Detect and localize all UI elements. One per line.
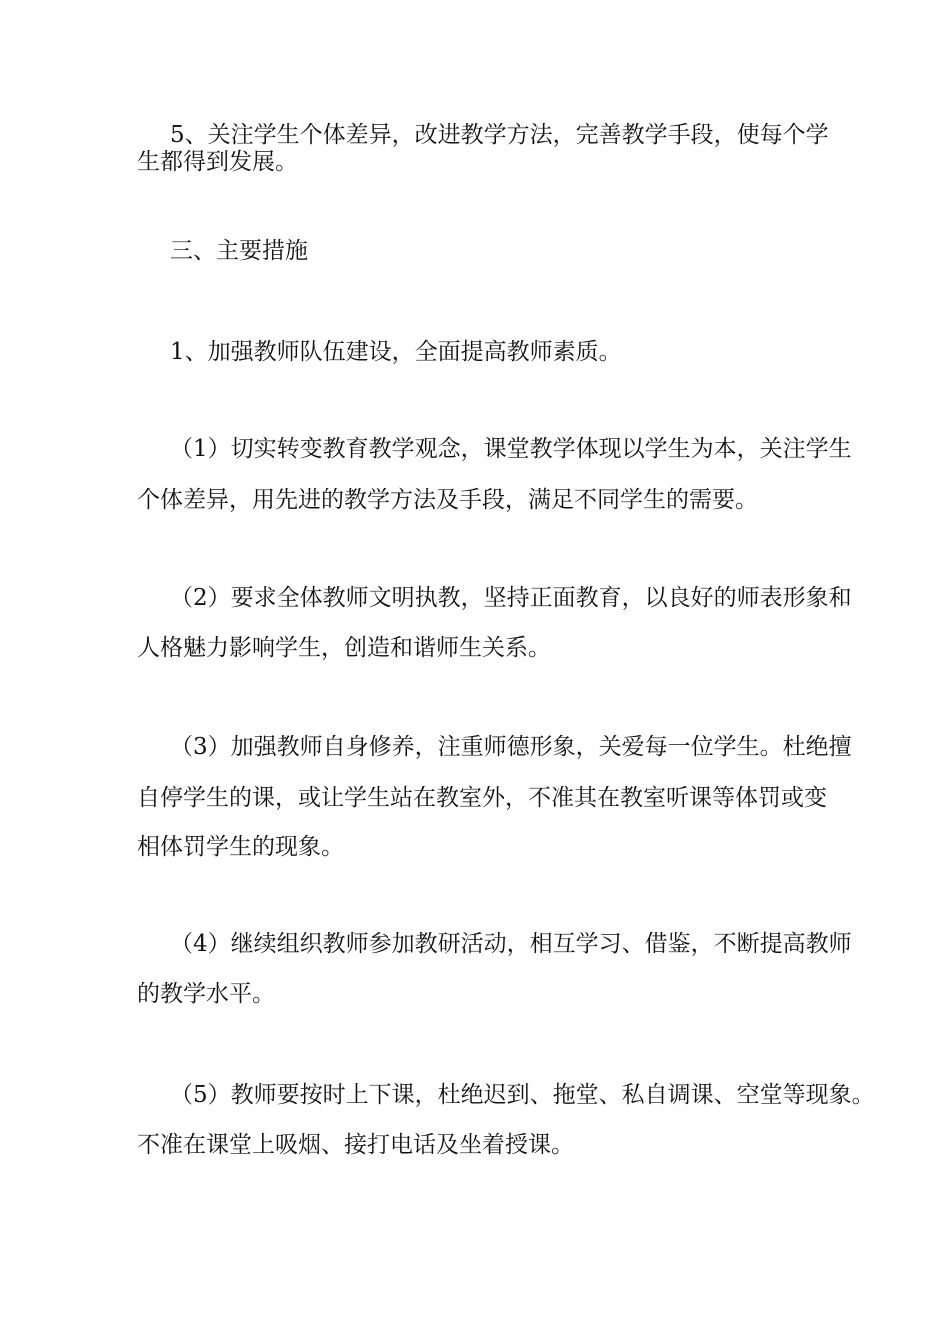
measure-1-2-line-2: 人格魅力影响学生，创造和谐师生关系。 (137, 635, 551, 661)
measure-1-2-line-1: （2）要求全体教师文明执教，坚持正面教育，以良好的师表形象和 (170, 585, 852, 611)
measure-1-5-line-1: （5）教师要按时上下课，杜绝迟到、拖堂、私自调课、空堂等现象。 (170, 1082, 875, 1108)
measure-1-1-line-2: 个体差异，用先进的教学方法及手段，满足不同学生的需要。 (137, 487, 758, 513)
measure-1-3-line-2: 自停学生的课，或让学生站在教室外，不准其在教室听课等体罚或变 (137, 785, 827, 811)
section-3-heading: 三、主要措施 (170, 238, 308, 264)
item-5-line-2: 生都得到发展。 (137, 149, 298, 175)
measure-1-4-line-2: 的教学水平。 (137, 981, 275, 1007)
item-5-line-1: 5、关注学生个体差异，改进教学方法，完善教学手段，使每个学 (170, 122, 829, 148)
measure-1-3-line-1: （3）加强教师自身修养，注重师德形象，关爱每一位学生。杜绝擅 (170, 734, 852, 760)
measure-1-3-line-3: 相体罚学生的现象。 (137, 834, 344, 860)
measure-1-1-line-1: （1）切实转变教育教学观念，课堂教学体现以学生为本，关注学生 (170, 436, 852, 462)
measure-1-5-line-2: 不准在课堂上吸烟、接打电话及坐着授课。 (137, 1132, 574, 1158)
measure-1-4-line-1: （4）继续组织教师参加教研活动，相互学习、借鉴，不断提高教师 (170, 931, 852, 957)
measure-1-heading: 1、加强教师队伍建设，全面提高教师素质。 (170, 339, 622, 365)
